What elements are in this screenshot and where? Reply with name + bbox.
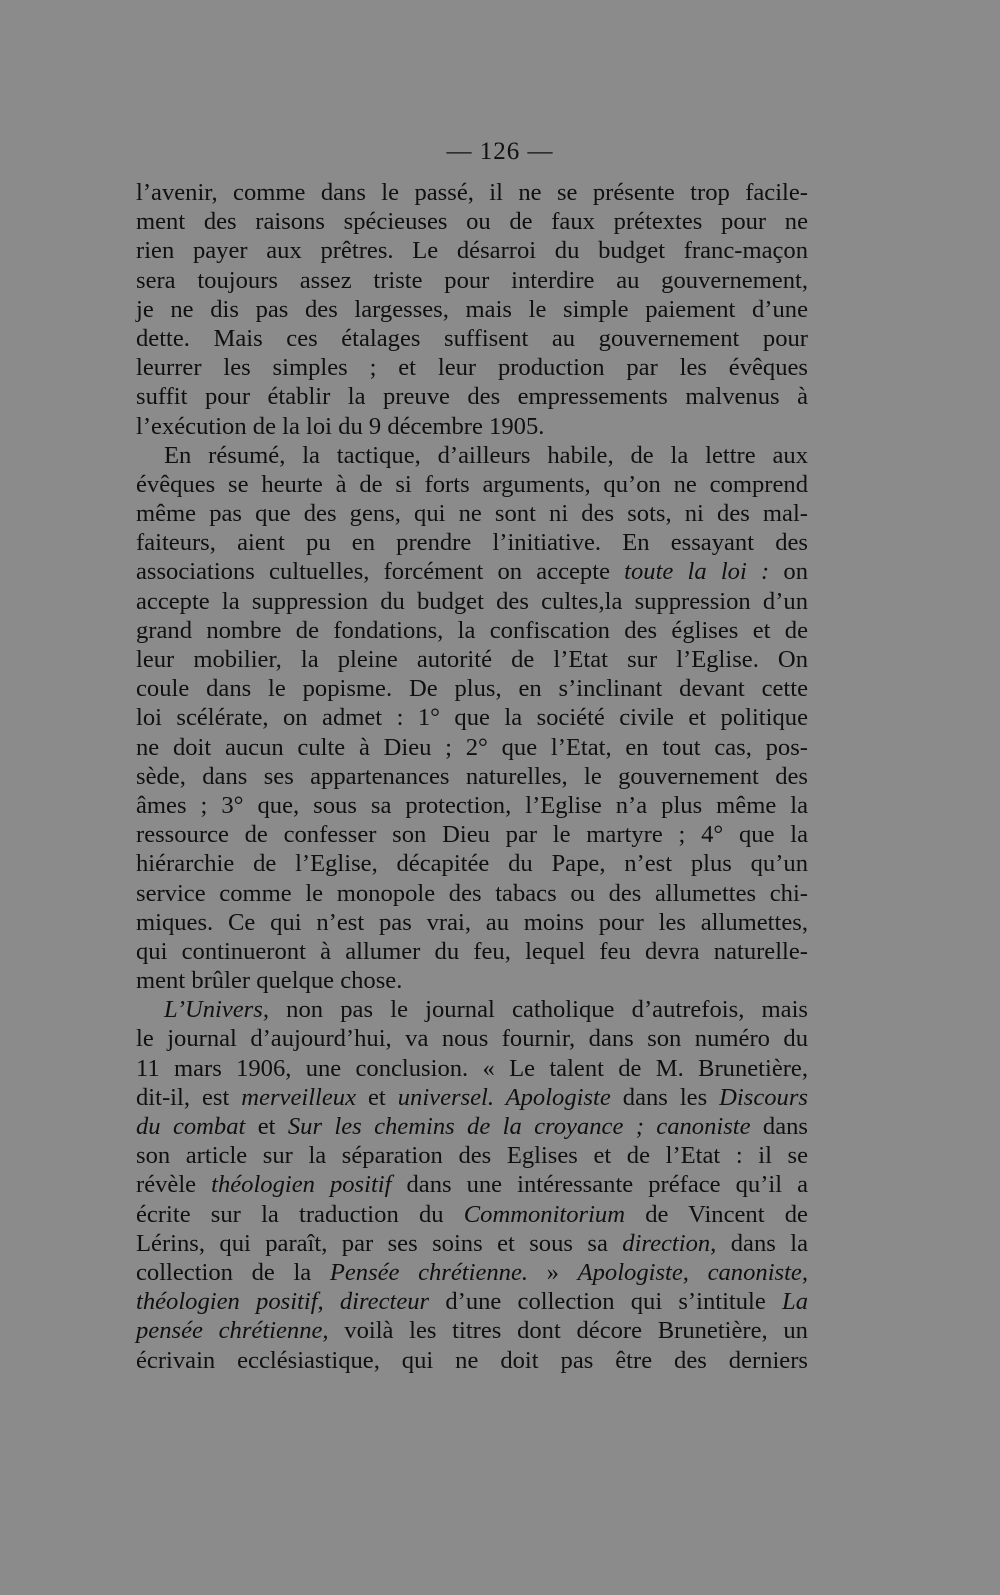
text-line xyxy=(136,849,808,878)
text-line xyxy=(136,441,808,470)
text-line xyxy=(136,1316,808,1345)
text-segment: sera toujours assez triste pour interdire au gouvernement, xyxy=(136,266,808,294)
text-segment: miques. Ce qui n’est pas vrai, au moins pour les allumettes, xyxy=(136,908,808,936)
text-line xyxy=(136,295,808,324)
text-segment: dans les xyxy=(610,1083,720,1111)
italic-text: La xyxy=(782,1288,808,1316)
text-line xyxy=(136,1112,808,1141)
italic-text: théologien positif, directeur xyxy=(136,1288,430,1316)
text-line xyxy=(136,937,808,966)
text-line xyxy=(136,528,808,557)
text-line xyxy=(136,557,808,586)
text-segment: leurrer les simples ; et leur production par les évêques xyxy=(136,354,808,382)
text-line xyxy=(136,674,808,703)
italic-text: théologien positif xyxy=(211,1171,392,1199)
text-segment: écrivain ecclésiastique, qui ne doit pas être des derniers xyxy=(136,1346,808,1374)
text-line xyxy=(136,966,808,995)
text-segment: ment brûler quelque chose. xyxy=(136,967,403,995)
text-line xyxy=(136,762,808,791)
text-segment: ne doit aucun culte à Dieu ; 2° que l’Etat, en tout cas, pos- xyxy=(136,733,808,761)
text-segment: dette. Mais ces étalages suffisent au gouvernement pour xyxy=(136,324,808,352)
italic-text: Discours xyxy=(719,1083,808,1111)
text-segment: dit-il, est xyxy=(136,1083,242,1111)
italic-text: du combat xyxy=(136,1113,246,1140)
text-segment: l’exécution de la loi du 9 décembre 1905. xyxy=(136,412,545,440)
text-segment: coule dans le popisme. De plus, en s’inclinant devant cette xyxy=(136,675,808,703)
text-line xyxy=(136,1054,808,1083)
italic-text: Pensée chrétienne. xyxy=(329,1258,529,1286)
text-segment: 11 mars 1906, une conclusion. « Le talent de M. Brunetière, xyxy=(136,1054,808,1082)
body-text xyxy=(136,178,808,1375)
italic-text: toute la loi : xyxy=(624,558,770,586)
text-line xyxy=(136,266,808,295)
text-segment: d’une collection qui s’intitule xyxy=(429,1288,783,1316)
text-line xyxy=(136,995,808,1024)
italic-text: Sur les chemins de la croyance ; canoniste xyxy=(287,1113,751,1140)
text-line xyxy=(136,1141,808,1170)
text-line xyxy=(136,1200,808,1229)
text-segment: le journal d’aujourd’hui, va nous fournir, dans son numéro du xyxy=(136,1025,808,1053)
text-line xyxy=(136,470,808,499)
text-line xyxy=(136,382,808,411)
text-segment: associations cultuelles, forcément on accepte xyxy=(136,558,625,586)
text-segment: grand nombre de fondations, la confiscation des églises et de xyxy=(136,616,808,644)
text-line xyxy=(136,412,808,441)
text-segment: révèle xyxy=(136,1171,212,1199)
text-segment: » xyxy=(528,1258,578,1286)
page-number: — 126 — xyxy=(446,138,554,165)
italic-text: universel. Apologiste xyxy=(397,1083,611,1111)
text-line xyxy=(136,1346,808,1375)
text-segment: écrite sur la traduction du xyxy=(136,1200,464,1228)
text-segment: non pas le journal catholique d’autrefois, mais xyxy=(268,996,808,1024)
text-line xyxy=(136,820,808,849)
text-segment: leur mobilier, la pleine autorité de l’Etat sur l’Eglise. On xyxy=(136,646,808,673)
text-segment: suffit pour établir la preuve des empressements malvenus à xyxy=(136,383,808,411)
text-segment: évêques se heurte à de si forts arguments, qu’on ne comprend xyxy=(136,470,808,498)
text-segment: hiérarchie de l’Eglise, décapitée du Pape, n’est plus qu’un xyxy=(136,850,808,878)
text-line xyxy=(136,1083,808,1112)
text-segment: loi scélérate, on admet : 1° que la société civile et politique xyxy=(136,704,808,732)
text-line xyxy=(136,1229,808,1258)
text-segment: l’avenir, comme dans le passé, il ne se présente trop facile- xyxy=(136,179,808,206)
text-segment: son article sur la séparation des Eglises et de l’Etat : il se xyxy=(136,1142,808,1170)
italic-text: Apologiste, canoniste, xyxy=(577,1258,808,1286)
text-segment: je ne dis pas des largesses, mais le simple paiement d’une xyxy=(136,295,808,323)
text-segment: En résumé, la tactique, d’ailleurs habile, de la lettre aux xyxy=(164,441,808,469)
text-segment: on xyxy=(769,558,808,586)
text-line xyxy=(136,178,808,207)
text-segment: et xyxy=(356,1083,398,1111)
text-line xyxy=(136,499,808,528)
italic-text: L’Univers, xyxy=(164,996,269,1024)
text-line xyxy=(136,1287,808,1316)
text-segment: même pas que des gens, qui ne sont ni des sots, ni des mal- xyxy=(136,500,808,528)
text-segment: et xyxy=(245,1113,288,1140)
italic-text: direction, xyxy=(622,1229,717,1257)
text-segment: ment des raisons spécieuses ou de faux prétextes pour ne xyxy=(136,208,808,236)
text-segment: sède, dans ses appartenances naturelles, le gouvernement des xyxy=(136,762,808,790)
text-segment: de Vincent de xyxy=(625,1200,808,1228)
text-line xyxy=(136,1170,808,1199)
text-line xyxy=(136,1024,808,1053)
text-segment: collection de la xyxy=(136,1258,330,1286)
text-segment: service comme le monopole des tabacs ou des allumettes chi- xyxy=(136,879,808,907)
text-segment: Lérins, qui paraît, par ses soins et sous sa xyxy=(136,1229,623,1257)
italic-text: merveilleux xyxy=(241,1083,356,1111)
text-segment: faiteurs, aient pu en prendre l’initiative. En essayant des xyxy=(136,529,808,557)
text-line xyxy=(136,908,808,937)
text-segment: accepte la suppression du budget des cultes,la suppression d’un xyxy=(136,587,808,615)
text-line xyxy=(136,645,808,674)
text-line xyxy=(136,879,808,908)
text-segment: dans xyxy=(750,1113,808,1140)
text-segment: dans une intéressante préface qu’il a xyxy=(391,1171,809,1199)
text-line xyxy=(136,703,808,732)
italic-text: Commonitorium xyxy=(463,1200,625,1228)
text-segment: rien payer aux prêtres. Le désarroi du budget franc-maçon xyxy=(136,237,808,265)
text-line xyxy=(136,207,808,236)
text-line xyxy=(136,616,808,645)
text-segment: voilà les titres dont décore Brunetière, un xyxy=(328,1317,808,1345)
text-line xyxy=(136,353,808,382)
text-line xyxy=(136,236,808,265)
text-segment: dans la xyxy=(716,1229,808,1257)
text-line xyxy=(136,733,808,762)
text-segment: qui continueront à allumer du feu, lequel feu devra naturelle- xyxy=(136,937,808,965)
text-segment: ressource de confesser son Dieu par le martyre ; 4° que la xyxy=(136,821,808,849)
italic-text: pensée chrétienne, xyxy=(136,1317,329,1345)
text-line xyxy=(136,324,808,353)
text-line xyxy=(136,587,808,616)
text-line xyxy=(136,1258,808,1287)
text-line xyxy=(136,791,808,820)
text-segment: âmes ; 3° que, sous sa protection, l’Eglise n’a plus même la xyxy=(136,791,808,819)
